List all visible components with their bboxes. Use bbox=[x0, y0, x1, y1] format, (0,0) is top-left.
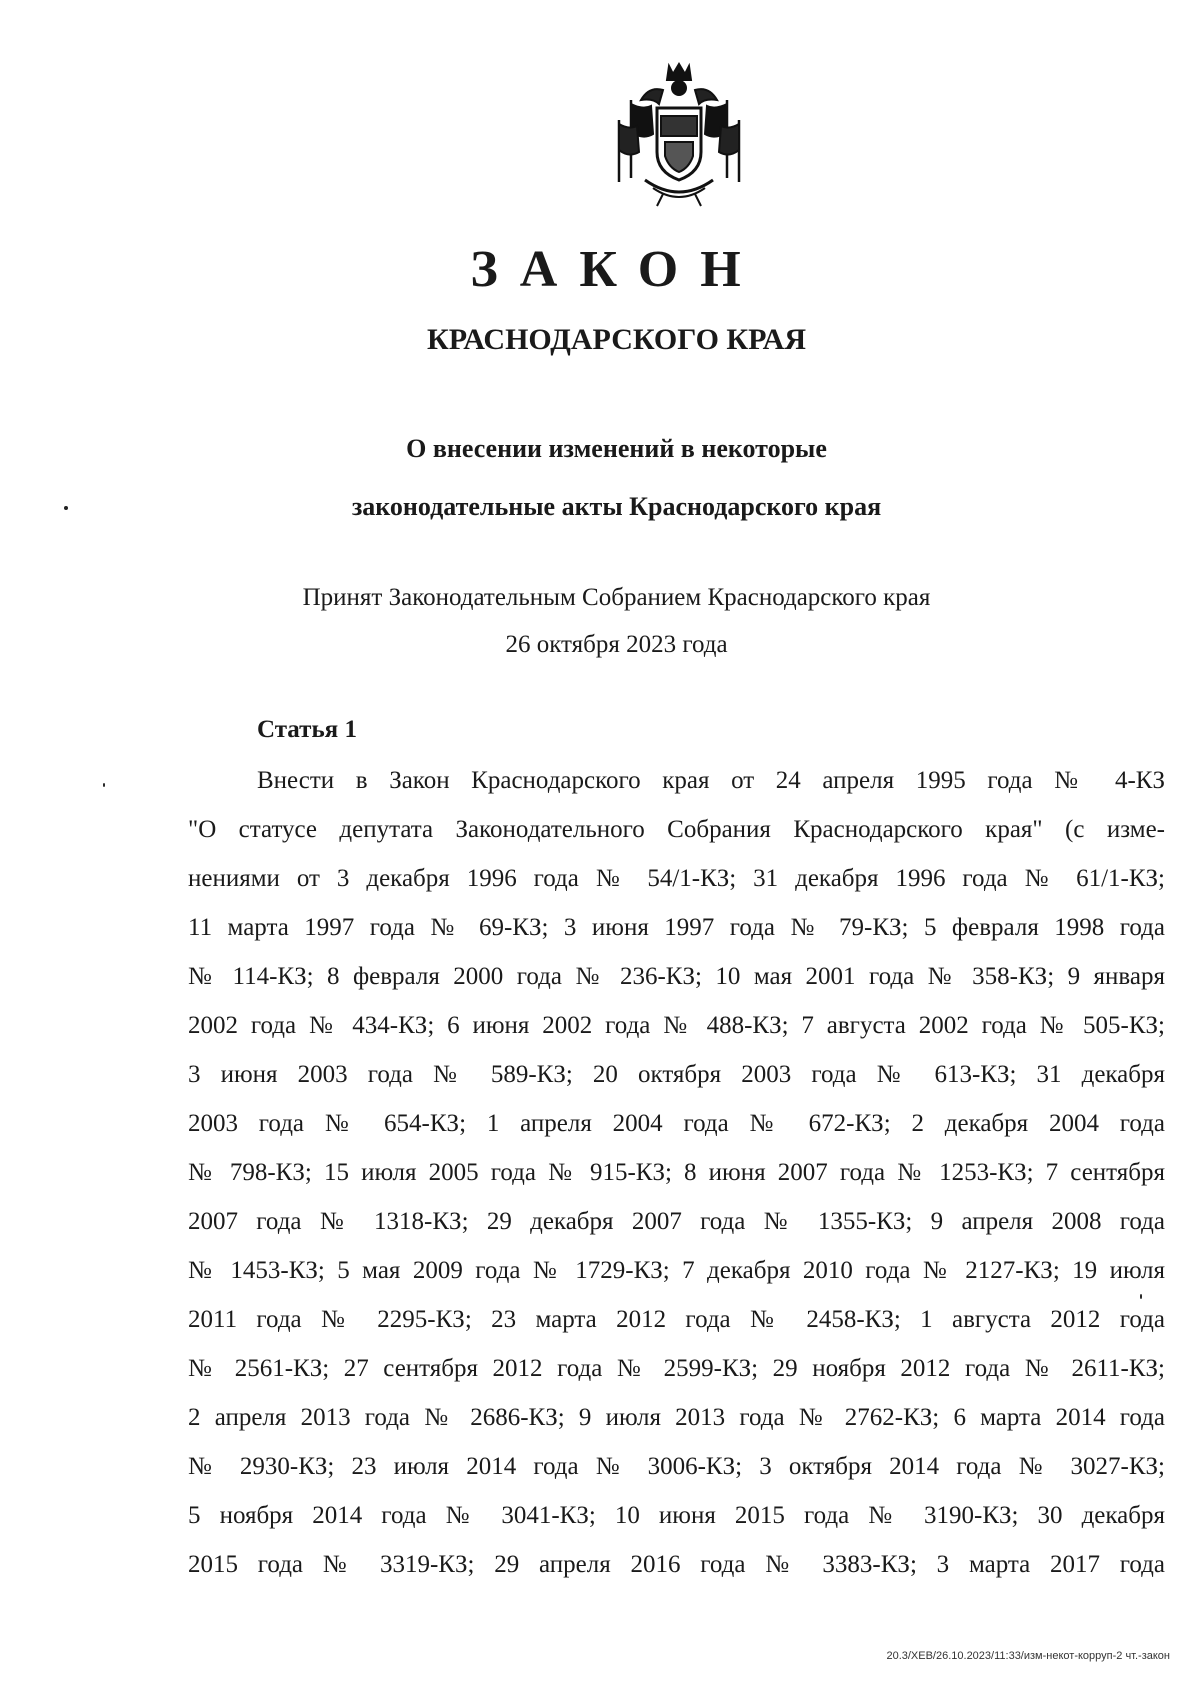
law-region: КРАСНОДАРСКОГО КРАЯ bbox=[427, 323, 806, 356]
body-line: № 114-КЗ; 8 февраля 2000 года № 236-КЗ; 10 мая 2001 года № 358-КЗ; 9 января bbox=[188, 963, 1165, 990]
article-heading: Статья 1 bbox=[257, 716, 357, 743]
scan-speck bbox=[64, 506, 68, 510]
body-line: нениями от 3 декабря 1996 года № 54/1-КЗ; 31 декабря 1996 года № 61/1-КЗ; bbox=[188, 865, 1165, 892]
body-line: "О статусе депутата Законодательного Собрания Краснодарского края" (с изме- bbox=[188, 816, 1165, 843]
document-footer-code: 20.3/ХЕВ/26.10.2023/11:33/изм-некот-корруп-2 чт.-закон bbox=[886, 1650, 1170, 1662]
body-line: 2011 года № 2295-КЗ; 23 марта 2012 года № 2458-КЗ; 1 августа 2012 года bbox=[188, 1306, 1165, 1333]
body-line: 2 апреля 2013 года № 2686-КЗ; 9 июля 2013 года № 2762-КЗ; 6 марта 2014 года bbox=[188, 1404, 1165, 1431]
body-line: 2007 года № 1318-КЗ; 29 декабря 2007 года № 1355-КЗ; 9 апреля 2008 года bbox=[188, 1208, 1165, 1235]
law-subject bbox=[0, 420, 1200, 536]
article-body bbox=[188, 756, 1165, 1589]
body-line: № 798-КЗ; 15 июля 2005 года № 915-КЗ; 8 июня 2007 года № 1253-КЗ; 7 сентября bbox=[188, 1159, 1165, 1186]
law-subject-line: законодательные акты Краснодарского края bbox=[351, 492, 882, 521]
body-line: № 2561-КЗ; 27 сентября 2012 года № 2599-КЗ; 29 ноября 2012 года № 2611-КЗ; bbox=[188, 1355, 1165, 1382]
body-line: 5 ноября 2014 года № 3041-КЗ; 10 июня 2015 года № 3190-КЗ; 30 декабря bbox=[188, 1502, 1165, 1529]
adoption-note bbox=[0, 574, 1200, 668]
scan-speck bbox=[103, 783, 105, 787]
law-title: ЗАКОН bbox=[470, 241, 763, 298]
body-line: 3 июня 2003 года № 589-КЗ; 20 октября 2003 года № 613-КЗ; 31 декабря bbox=[188, 1061, 1165, 1088]
law-subject-line: О внесении изменений в некоторые bbox=[406, 434, 827, 463]
coat-of-arms-emblem bbox=[613, 60, 745, 208]
body-line: 2002 года № 434-КЗ; 6 июня 2002 года № 488-КЗ; 7 августа 2002 года № 505-КЗ; bbox=[188, 1012, 1165, 1039]
body-line: № 2930-КЗ; 23 июля 2014 года № 3006-КЗ; 3 октября 2014 года № 3027-КЗ; bbox=[188, 1453, 1165, 1480]
body-line: 2003 года № 654-КЗ; 1 апреля 2004 года № 672-КЗ; 2 декабря 2004 года bbox=[188, 1110, 1165, 1137]
adoption-line: Принят Законодательным Собранием Краснодарского края bbox=[302, 584, 931, 611]
body-line: Внести в Закон Краснодарского края от 24 апреля 1995 года № 4-КЗ bbox=[257, 767, 1165, 794]
scan-speck bbox=[1140, 1294, 1142, 1299]
adoption-date: 26 октября 2023 года bbox=[505, 631, 728, 658]
body-line: 11 марта 1997 года № 69-КЗ; 3 июня 1997 года № 79-КЗ; 5 февраля 1998 года bbox=[188, 914, 1165, 941]
body-line: № 1453-КЗ; 5 мая 2009 года № 1729-КЗ; 7 декабря 2010 года № 2127-КЗ; 19 июля bbox=[188, 1257, 1165, 1284]
body-line: 2015 года № 3319-КЗ; 29 апреля 2016 года № 3383-КЗ; 3 марта 2017 года bbox=[188, 1551, 1165, 1578]
